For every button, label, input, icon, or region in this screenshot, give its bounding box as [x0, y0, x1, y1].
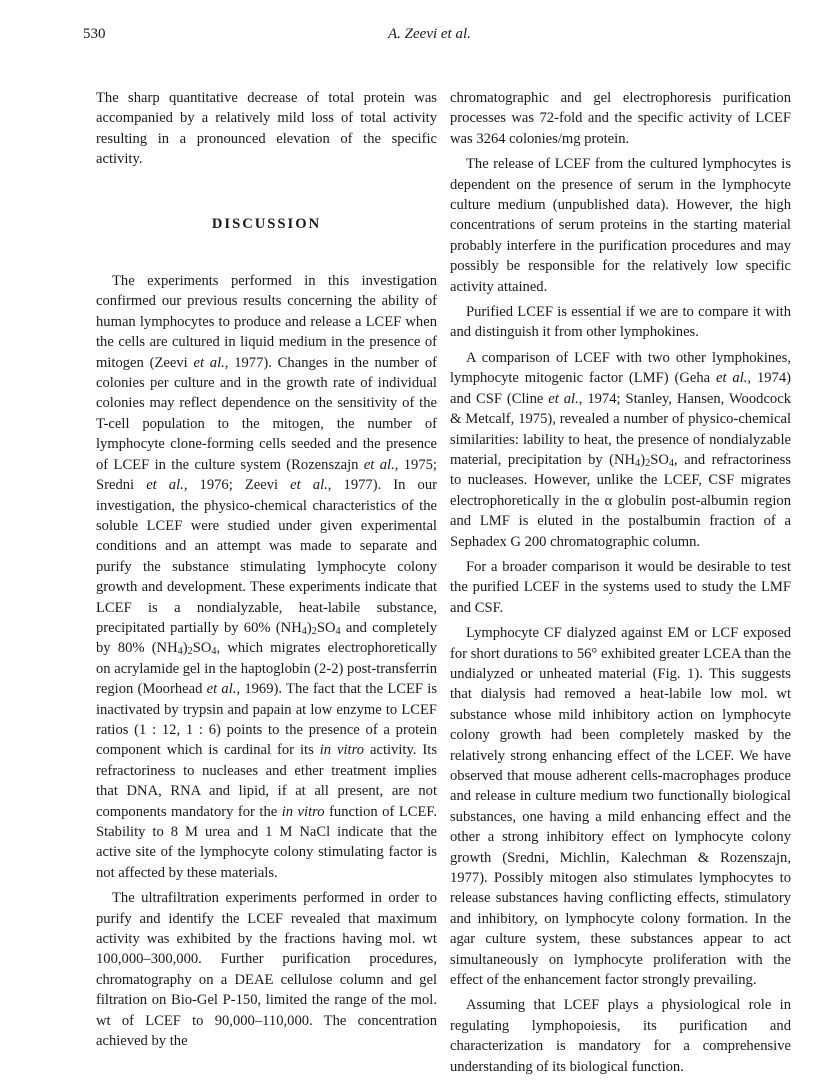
left-column	[96, 88, 437, 1051]
discussion-paragraph-7: Lymphocyte CF dialyzed against EM or LCF exposed for short durations to 56° exhibited greater LCEA than the undialyzed or unheated material (Fig. 1). This suggests that dialysis had removed a heat-labile low mol. wt substance whose mild inhibitory action on lymphocyte colony growth had been completely masked by the relatively strong enhancing effect of the LCEF. We have observed that mouse adherent cells-macrophages produce and release in culture medium two functionally biological substances, one having a mild enhancing effect and the other a strong inhibitory effect on lymphocyte colony growth (Sredni, Michlin, Kalechman & Rozenszajn, 1977). Possibly mitogen also stimulates lymphocytes to release substances having conflicting effects, stimulatory and inhibitory, on lymphocyte colony formation. In the agar culture system, these substances appear to act simultaneously on lymphocyte proliferation with the effect of the enhancement factor strongly prevailing.	[450, 625, 791, 989]
discussion-paragraph-6: For a broader comparison it would be desirable to test the purified LCEF in the systems used to study the LMF and CSF.	[450, 558, 791, 616]
discussion-paragraph-3: The release of LCEF from the cultured lymphocytes is dependent on the presence of serum in the lymphocyte culture medium (unpublished data). However, the high concentrations of serum proteins in the starting material probably interfere in the purification procedures and may possibly be responsible for the relatively low specific activity attained.	[450, 156, 791, 295]
results-ending-paragraph: The sharp quantitative decrease of total protein was accompanied by a relatively mild loss of total activity resulting in a pronounced elevation of the specific activity.	[96, 90, 437, 168]
continued-paragraph: chromatographic and gel electrophoresis purification processes was 72-fold and the specific activity of LCEF was 3264 colonies/mg protein.	[450, 90, 791, 147]
running-head: A. Zeevi et al.	[388, 26, 471, 42]
discussion-heading: DISCUSSION	[211, 215, 322, 232]
discussion-paragraph-5: A comparison of LCEF with two other lymphokines, lymphocyte mitogenic factor (LMF) (Geha et al., 1974) and CSF (Cline et al., 1974; Stanley, Hansen, Woodcock & Metcalf, 1975), revealed a number of physico-chemical similarities: lability to heat, the presence of nondialyzable material, precipitation by $(NH_4)_2SO_4$, and refractoriness to nucleases. However, unlike the LCEF, CSF migrates electrophoretically in the α globulin post-albumin region and LMF is eluted in the postalbumin fraction of a Sephadex G 200 chromatographic column.	[450, 349, 792, 550]
discussion-paragraph-8: Assuming that LCEF plays a physiological role in regulating lymphopoiesis, its purification and characterization is mandatory for a comprehensive understanding of its biological function.	[450, 997, 791, 1075]
page-number: 530	[83, 26, 106, 42]
discussion-paragraph-4: Purified LCEF is essential if we are to compare it with and distinguish it from other lymphokines.	[450, 304, 791, 341]
discussion-paragraph-2: The ultrafiltration experiments performed in order to purify and identify the LCEF revealed that maximum activity was exhibited by the fractions having mol. wt 100,000–300,000. Further purification procedures, chromatography on a DEAE cellulose column and gel filtration on Bio-Gel P-150, limited the range of the mol. wt of LCEF to 90,000–110,000. The concentration achieved by the	[96, 890, 437, 1050]
discussion-paragraph-1: The experiments performed in this investigation confirmed our previous results concerning the ability of human lymphocytes to produce and release a LCEF when the cells are cultured in liquid medium in the presence of mitogen (Zeevi et al., 1977). Changes in the number of colonies per culture and in the growth rate of individual colonies may reflect dependence on the sensitivity of the T-cell population to the mitogen, the number of lymphocyte clone-forming cells seeded and the presence of LCEF in the culture system (Rozenszajn et al., 1975; Sredni et al., 1976; Zeevi et al., 1977). In our investigation, the physico-chemical characteristics of the soluble LCEF were studied under given experimental conditions and an attempt was made to separate and purify the substance stimulating lymphocyte colony growth and development. These experiments indicate that LCEF is a nondialyzable, heat-labile substance, precipitated partially by 60% $(NH_4)_2SO_4$ and completely by 80% $(NH_4)_2SO_4$, which migrates electrophoretically on acrylamide gel in the haptoglobin (2-2) post-transferrin region (Moorhead et al., 1969). The fact that the LCEF is inactivated by trypsin and papain at low enzyme to LCEF ratios (1 : 12, 1 : 6) points to the presence of a protein component which is cardinal for its in vitro activity. Its refractoriness to nucleases and ether treatment implies that DNA, RNA and lipid, if at all present, are not components mandatory for the in vitro function of LCEF. Stability to 8 M urea and 1 M NaCl indicate that the active site of the lymphocyte colony stimulating factor is not affected by these materials.	[96, 273, 437, 881]
right-column	[450, 88, 791, 1077]
